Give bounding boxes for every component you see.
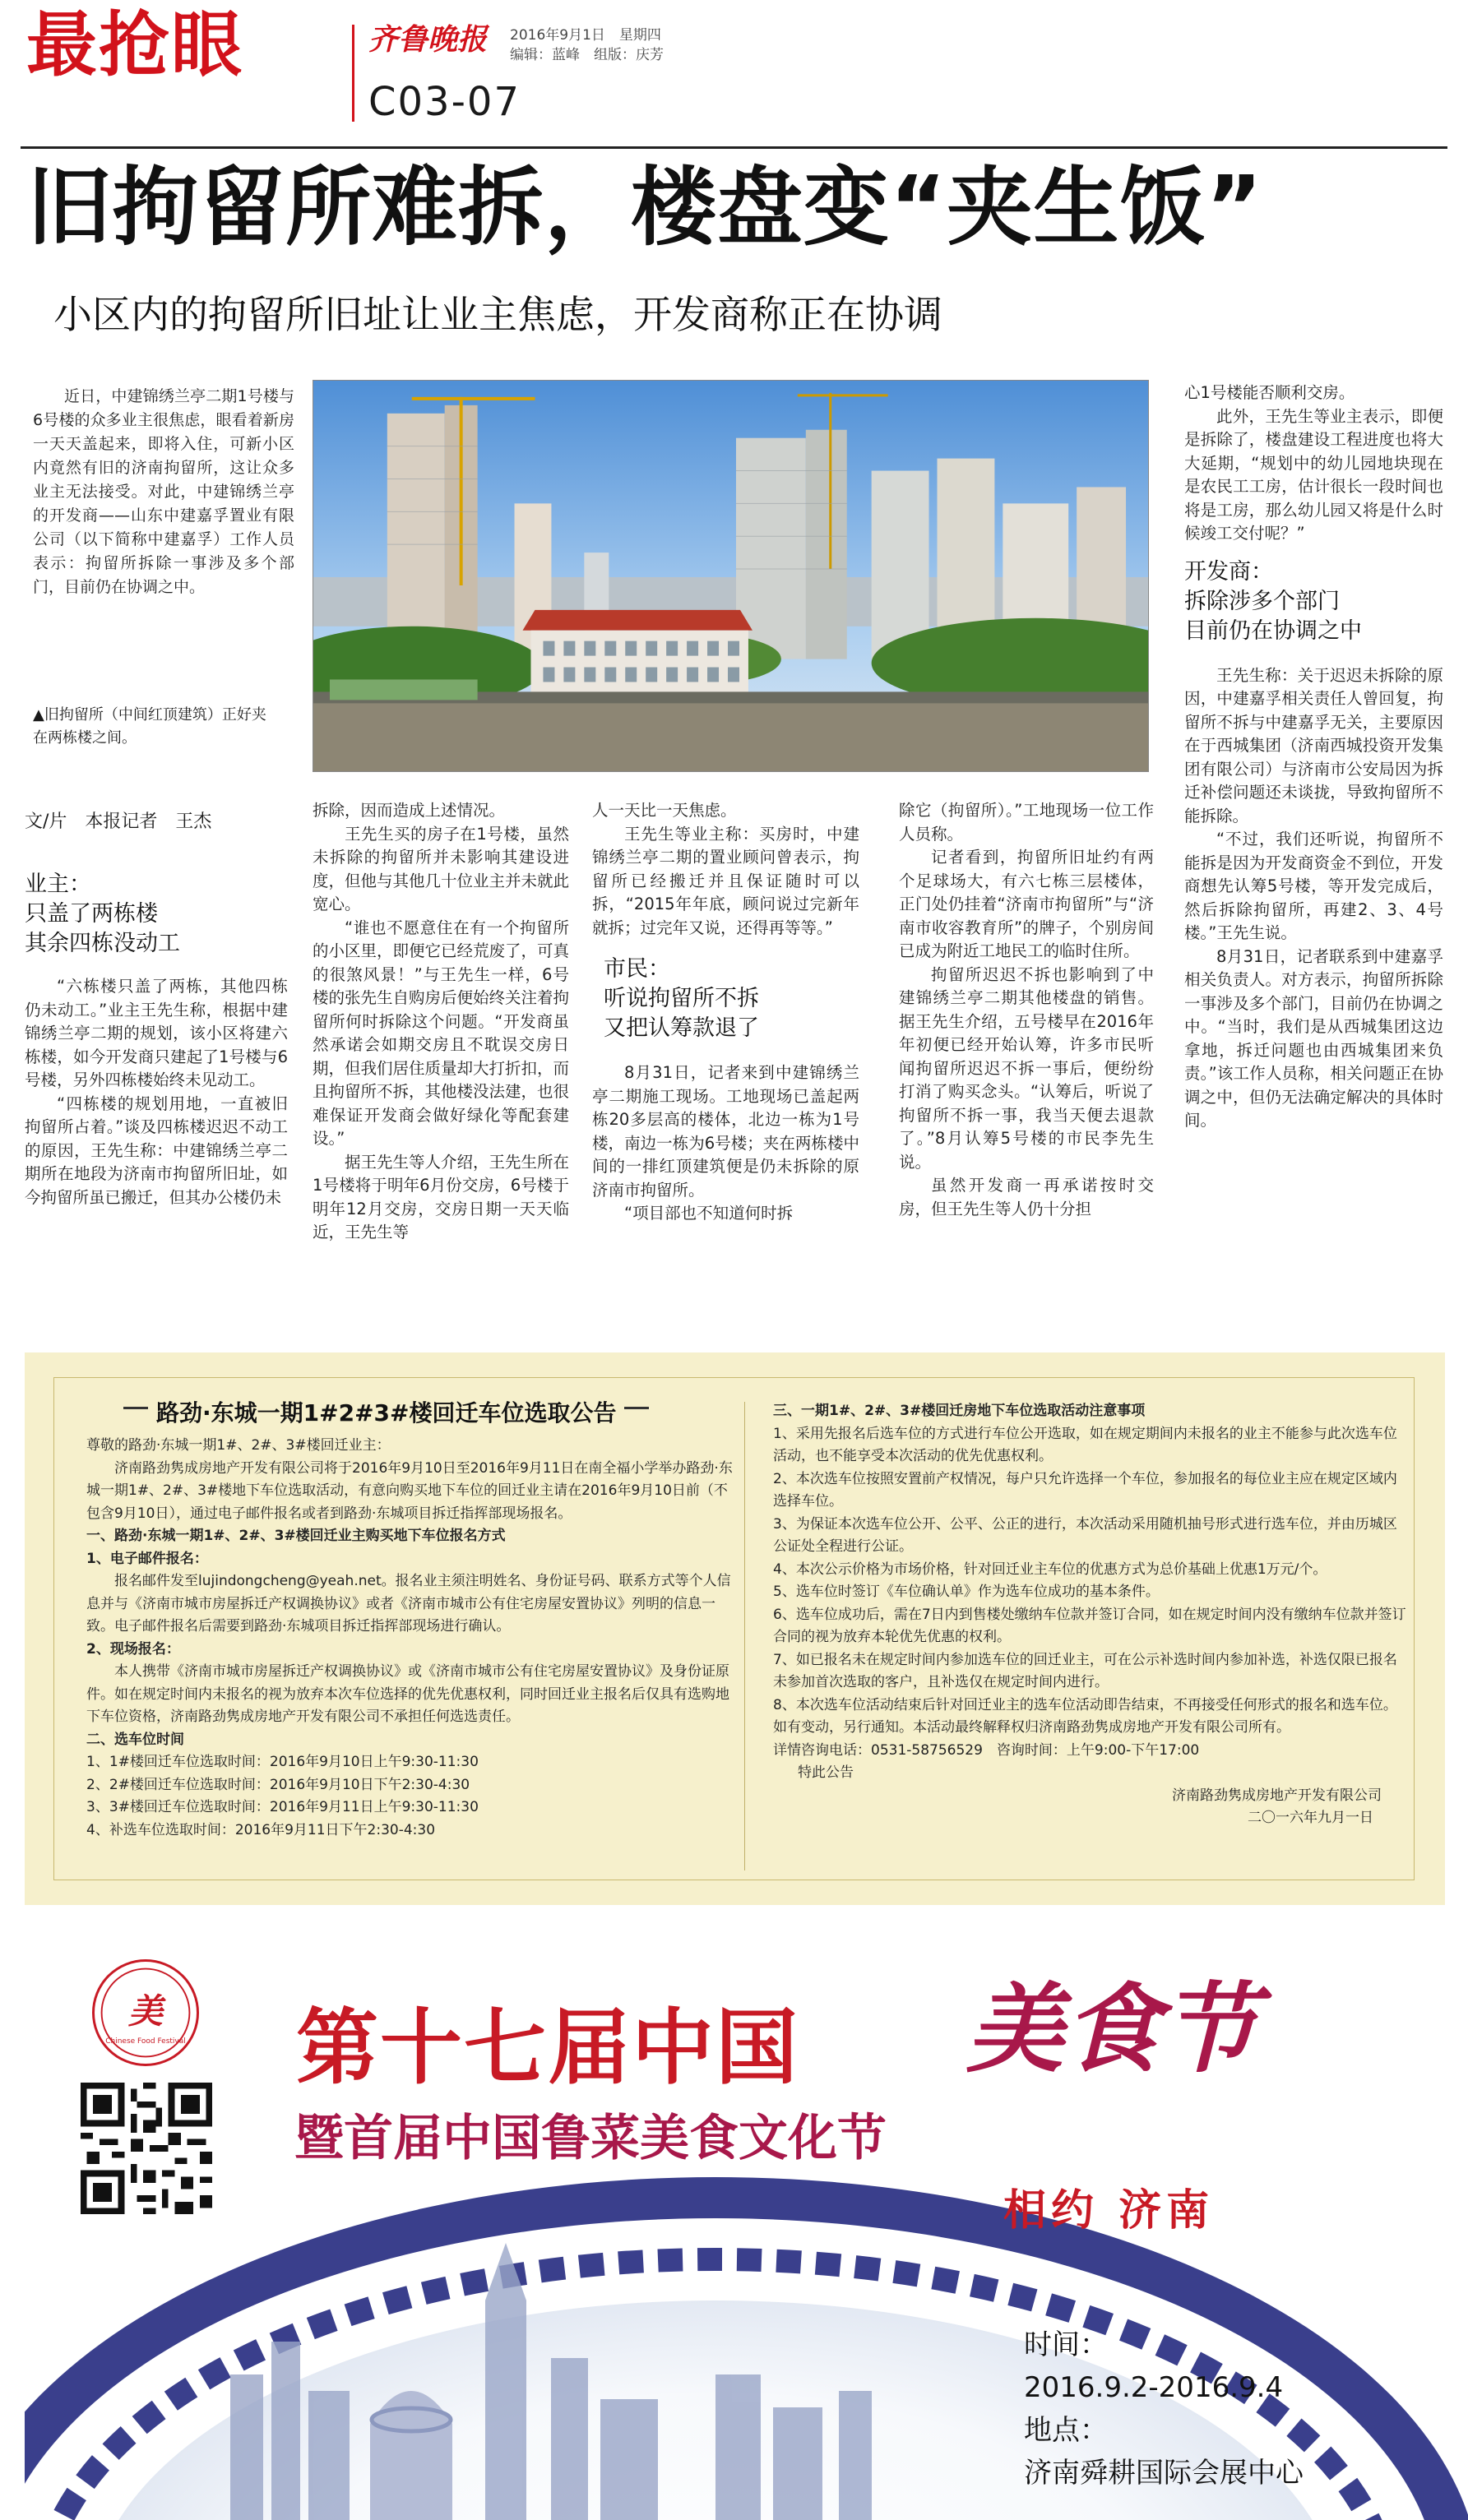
masthead-rule	[21, 146, 1447, 149]
paragraph: 王先生等业主称：买房时，中建锦绣兰亭二期的置业顾问曾表示，拘留所已经搬迁并且保证随时可以拆，“2015年年底，顾问说过完新年就拆；过完年又说，还得再等等。”	[592, 824, 859, 937]
place-label: 地点：	[1024, 2414, 1108, 2447]
paragraph: 拘留所迟迟不拆也影响到了中建锦绣兰亭二期其他楼盘的销售。据王先生介绍，五号楼早在2016年年初便已经开始认筹，许多市民听闻拘留所迟迟不拆一事后，便纷纷打消了购买念头。“认筹后，听说了拘留所不拆一事，我当天便去退款了。”8月认筹5号楼的市民李先生说。	[899, 964, 1154, 1172]
ad-calligraphy: 美食节	[966, 1972, 1258, 2086]
contact-info: 详情咨询电话：0531-58756529 咨询时间：上午9:00-下午17:00	[773, 1741, 1200, 1759]
schedule-item: 3、3#楼回迁车位选取时间：2016年9月11日上午9:30-11:30	[86, 1799, 479, 1815]
notice-item: 如有变动，另行通知。本活动最终解释权归济南路劲隽成房地产开发有限公司所有。	[773, 1719, 1290, 1736]
issue-date: 2016年9月1日 星期四	[510, 27, 661, 44]
construction-site-photo	[313, 380, 1149, 772]
paragraph: 记者看到，拘留所旧址约有两个足球场大，有六七栋三层楼体，正门处仍挂着“济南市拘留所”与“济南市收容教育所”的牌子，个别房间已成为附近工地民工的临时住所。	[899, 848, 1154, 960]
paragraph: 虽然开发商一再承诺按时交房，但王先生等人仍十分担	[899, 1176, 1154, 1218]
subheading-line: 听说拘留所不拆	[604, 986, 759, 1011]
logo-text: Chinese Food Festival	[105, 2037, 186, 2046]
food-festival-ad	[25, 1914, 1468, 2520]
event-info	[1024, 2323, 1304, 2495]
announcement-intro: 济南路劲隽成房地产开发有限公司将于2016年9月10日至2016年9月11日在南全福小学举办路劲·东城一期1#、2#、3#楼地下车位选取活动，有意向购买地下车位的回迁业主请在2016年9月10日前（不包含9月10日），通过电子邮件报名或者到路劲·东城项目拆迁指挥部现场报名。	[86, 1459, 733, 1522]
announcement-item-text: 报名邮件发至lujindongcheng@yeah.net。报名业主须注明姓名、身份证号码、联系方式等个人信息并与《济南市城市房屋拆迁产权调换协议》或者《济南市城市公有住宅房屋安置协议》列明的信息一致。电子邮件报名后需要到路劲·东城项目拆迁指挥部现场进行确认。	[86, 1573, 731, 1635]
announcement-item-text: 本人携带《济南市城市房屋拆迁产权调换协议》或《济南市城市公有住宅房屋安置协议》及身份证原件。如在规定时间内未报名的视为放弃本次车位选择的优先优惠权利，同时回迁业主报名后仅具有选购地下车位资格，济南路劲隽成房地产开发有限公司不承担任何选选责任。	[86, 1663, 729, 1725]
ad-subtitle: 暨首届中国鲁菜美食文化节	[294, 2110, 887, 2167]
notice-item: 1、采用先报名后选车位的方式进行车位公开选取，如在规定期间内未报名的业主不能参与此次选车位活动，也不能享受本次活动的优先优惠权利。	[773, 1425, 1397, 1464]
subheading-line: 拆除涉多个部门	[1184, 588, 1340, 614]
subheading-line: 其余四栋没动工	[25, 931, 180, 956]
paragraph: “四栋楼的规划用地，一直被旧拘留所占着。”谈及四栋楼迟迟不动工的原因，王先生称：中建锦绣兰亭二期所在地段为济南市拘留所旧址，如今拘留所虽已搬迁，但其办公楼仍未	[25, 1094, 288, 1207]
paragraph: 心1号楼能否顺利交房。	[1184, 383, 1355, 402]
article-column-4	[899, 799, 1154, 1221]
paragraph: 除它（拘留所）。”工地现场一位工作人员称。	[899, 801, 1154, 844]
parking-announcement	[25, 1352, 1445, 1905]
subheading-line: 又把认筹款退了	[604, 1015, 759, 1041]
paragraph: “不过，我们还听说，拘留所不能拆是因为开发商资金不到位，开发商想先认筹5号楼，等开发完成后，然后拆除拘留所，再建2、3、4号楼。”王先生说。	[1184, 830, 1443, 942]
place-value: 济南舜耕国际会展中心	[1024, 2457, 1304, 2490]
announcement-item-heading: 2、现场报名：	[86, 1640, 180, 1658]
article-subhead: 小区内的拘留所旧址让业主焦虑，开发商称正在协调	[53, 293, 942, 338]
announcement-section-heading: 二、选车位时间	[86, 1731, 184, 1748]
section-title: 最抢眼	[26, 4, 243, 86]
article-column-5	[1184, 381, 1443, 1133]
subheading-tag: 市民：	[604, 956, 670, 982]
subheading-line: 目前仍在协调之中	[1184, 617, 1362, 644]
subheading-line: 只盖了两栋楼	[25, 901, 158, 927]
notice-item: 6、选车位成功后，需在7日内到售楼处缴纳车位款并签订合同，如在规定时间内没有缴纳车位款并签订合同的视为放弃本轮优先优惠的权利。	[773, 1606, 1406, 1645]
announcement-item-heading: 1、电子邮件报名：	[86, 1550, 208, 1567]
editor-credit: 编辑：蓝峰 组版：庆芳	[510, 47, 664, 63]
announcement-greeting: 尊敬的路劲·东城一期1#、2#、3#楼回迁业主：	[86, 1437, 391, 1454]
article-headline: 旧拘留所难拆，楼盘变“夹生饭”	[26, 157, 1263, 257]
paragraph: “谁也不愿意住在有一个拘留所的小区里，即便它已经荒废了，可真的很煞风景！”与王先生一样，6号楼的张先生自购房后便始终关注着拘留所何时拆除这个问题。“开发商虽然承诺会如期交房且不耽误交房日期，但我们居住质量却大打折扣，而且拘留所不拆，其他楼没法建，也很难保证开发商会做好绿化等配套建设。”	[313, 918, 570, 1148]
article-column-1	[25, 870, 288, 1209]
paragraph: 8月31日，记者联系到中建嘉孚相关负责人。对方表示，拘留所拆除一事涉及多个部门，目前仍在协调之中。“当时，我们是从西城集团这边拿地，拆迁问题也由西城集团来负责。”该工作人员称，相关问题正在协调之中，但仍无法确定解决的具体时间。	[1184, 946, 1443, 1130]
ad-title: 第十七届中国	[296, 2000, 799, 2096]
subheading-tag: 开发商：	[1184, 558, 1273, 585]
qr-code[interactable]	[81, 2083, 212, 2214]
company-name: 济南路劲隽成房地产开发有限公司	[1172, 1787, 1382, 1804]
time-label: 时间：	[1024, 2328, 1108, 2361]
schedule-item: 4、补选车位选取时间：2016年9月11日下午2:30-4:30	[86, 1821, 436, 1838]
page-number: C03-07	[368, 79, 521, 125]
schedule-item: 1、1#楼回迁车位选取时间：2016年9月10日上午9:30-11:30	[86, 1754, 479, 1770]
paragraph: 此外，王先生等业主表示，即便是拆除了，楼盘建设工程进度也将大大延期，“规划中的幼儿园地块现在是农民工工房，估计很长一段时间也将是工房，那么幼儿园又将是什么时候竣工交付呢？”	[1184, 406, 1443, 543]
paragraph: “六栋楼只盖了两栋，其他四栋仍未动工。”业主王先生称，根据中建锦绣兰亭二期的规划，该小区将建六栋楼，如今开发商只建起了1号楼与6号楼，另外四栋楼始终未见动工。	[25, 977, 288, 1089]
newspaper-name: 齐鲁晚报	[368, 22, 488, 57]
announcement-section-heading: 一、路劲·东城一期1#、2#、3#楼回迁业主购买地下车位报名方式	[86, 1528, 506, 1544]
announcement-section-heading: 三、一期1#、2#、3#楼回迁房地下车位选取活动注意事项	[773, 1403, 1146, 1419]
notice-item: 3、为保证本次选车位公开、公平、公正的进行，本次活动采用随机抽号形式进行选车位，并由历城区公证处全程进行公证。	[773, 1515, 1397, 1555]
schedule-item: 2、2#楼回迁车位选取时间：2016年9月10日下午2:30-4:30	[86, 1776, 470, 1793]
announcement-right-column	[773, 1400, 1406, 1830]
notice-item: 5、选车位时签订《车位确认单》作为选车位成功的基本条件。	[773, 1584, 1160, 1600]
subheading-tag: 业主：	[25, 872, 91, 897]
notice-item: 8、本次选车位活动结束后针对回迁业主的选车位活动即告结束，不再接受任何形式的报名和选车位。	[773, 1696, 1397, 1713]
paragraph: 人一天比一天焦虑。	[592, 801, 737, 820]
photo-caption: ▲旧拘留所（中间红顶建筑）正好夹在两栋楼之间。	[33, 706, 266, 747]
notice-item: 4、本次公示价格为市场价格，针对回迁业主车位的优惠方式为总价基础上优惠1万元/个。	[773, 1561, 1327, 1578]
announcement-left-column	[86, 1435, 736, 1842]
paragraph: 拆除，因而造成上述情况。	[313, 801, 506, 820]
paragraph: 王先生买的房子在1号楼，虽然未拆除的拘留所并未影响其建设进度，但他与其他几十位业主并未就此宽心。	[313, 824, 570, 913]
article-column-3	[592, 799, 859, 1226]
article-byline: 文/片 本报记者 王杰	[25, 811, 212, 832]
ad-slogan: 相约 济南	[1003, 2186, 1215, 2236]
time-value: 2016.9.2-2016.9.4	[1024, 2371, 1284, 2404]
paragraph: “项目部也不知道何时拆	[624, 1204, 794, 1223]
announcement-title: 路劲·东城一期1#2#3#楼回迁车位选取公告	[156, 1395, 616, 1428]
announcement-date: 二〇一六年九月一日	[1248, 1810, 1373, 1826]
paragraph: 8月31日，记者来到中建锦绣兰亭二期施工现场。工地现场已盖起两栋20多层高的楼体，北边一栋为1号楼，南边一栋为6号楼；夹在两栋楼中间的一排红顶建筑便是仍未拆除的原济南市拘留所。	[592, 1063, 859, 1200]
notice-closing: 特此公告	[798, 1764, 854, 1781]
festival-logo	[92, 1959, 199, 2066]
article-lead: 近日，中建锦绣兰亭二期1号楼与6号楼的众多业主很焦虑，眼看着新房一天天盖起来，即将入住，可新小区内竟然有旧的济南拘留所，这让众多业主无法接受。对此，中建锦绣兰亭的开发商——山东中建嘉孚置业有限公司（以下简称中建嘉孚）工作人员表示：拘留所拆除一事涉及多个部门，目前仍在协调之中。	[33, 387, 294, 596]
masthead-divider	[352, 25, 354, 122]
svg-text:美: 美	[128, 1991, 163, 2032]
notice-item: 7、如已报名未在规定时间内参加选车位的回迁业主，可在公示补选时间内参加补选，补选仅限已报名未参加首次选取的客户，且补选仅在规定时间内进行。	[773, 1651, 1397, 1690]
paragraph: 王先生称：关于迟迟未拆除的原因，中建嘉孚相关责任人曾回复，拘留所不拆与中建嘉孚无关，主要原因在于西城集团（济南西城投资开发集团有限公司）与济南市公安局因为拆迁补偿问题还未谈拢，导致拘留所不能拆除。	[1184, 665, 1443, 825]
article-column-2	[313, 799, 569, 1245]
paragraph: 据王先生等人介绍，王先生所在1号楼将于明年6月份交房，6号楼于明年12月交房，交房日期一天天临近，王先生等	[313, 1152, 570, 1242]
notice-item: 2、本次选车位按照安置前产权情况，每户只允许选择一个车位，参加报名的每位业主应在规定区域内选择车位。	[773, 1470, 1397, 1510]
announcement-divider	[744, 1402, 745, 1870]
